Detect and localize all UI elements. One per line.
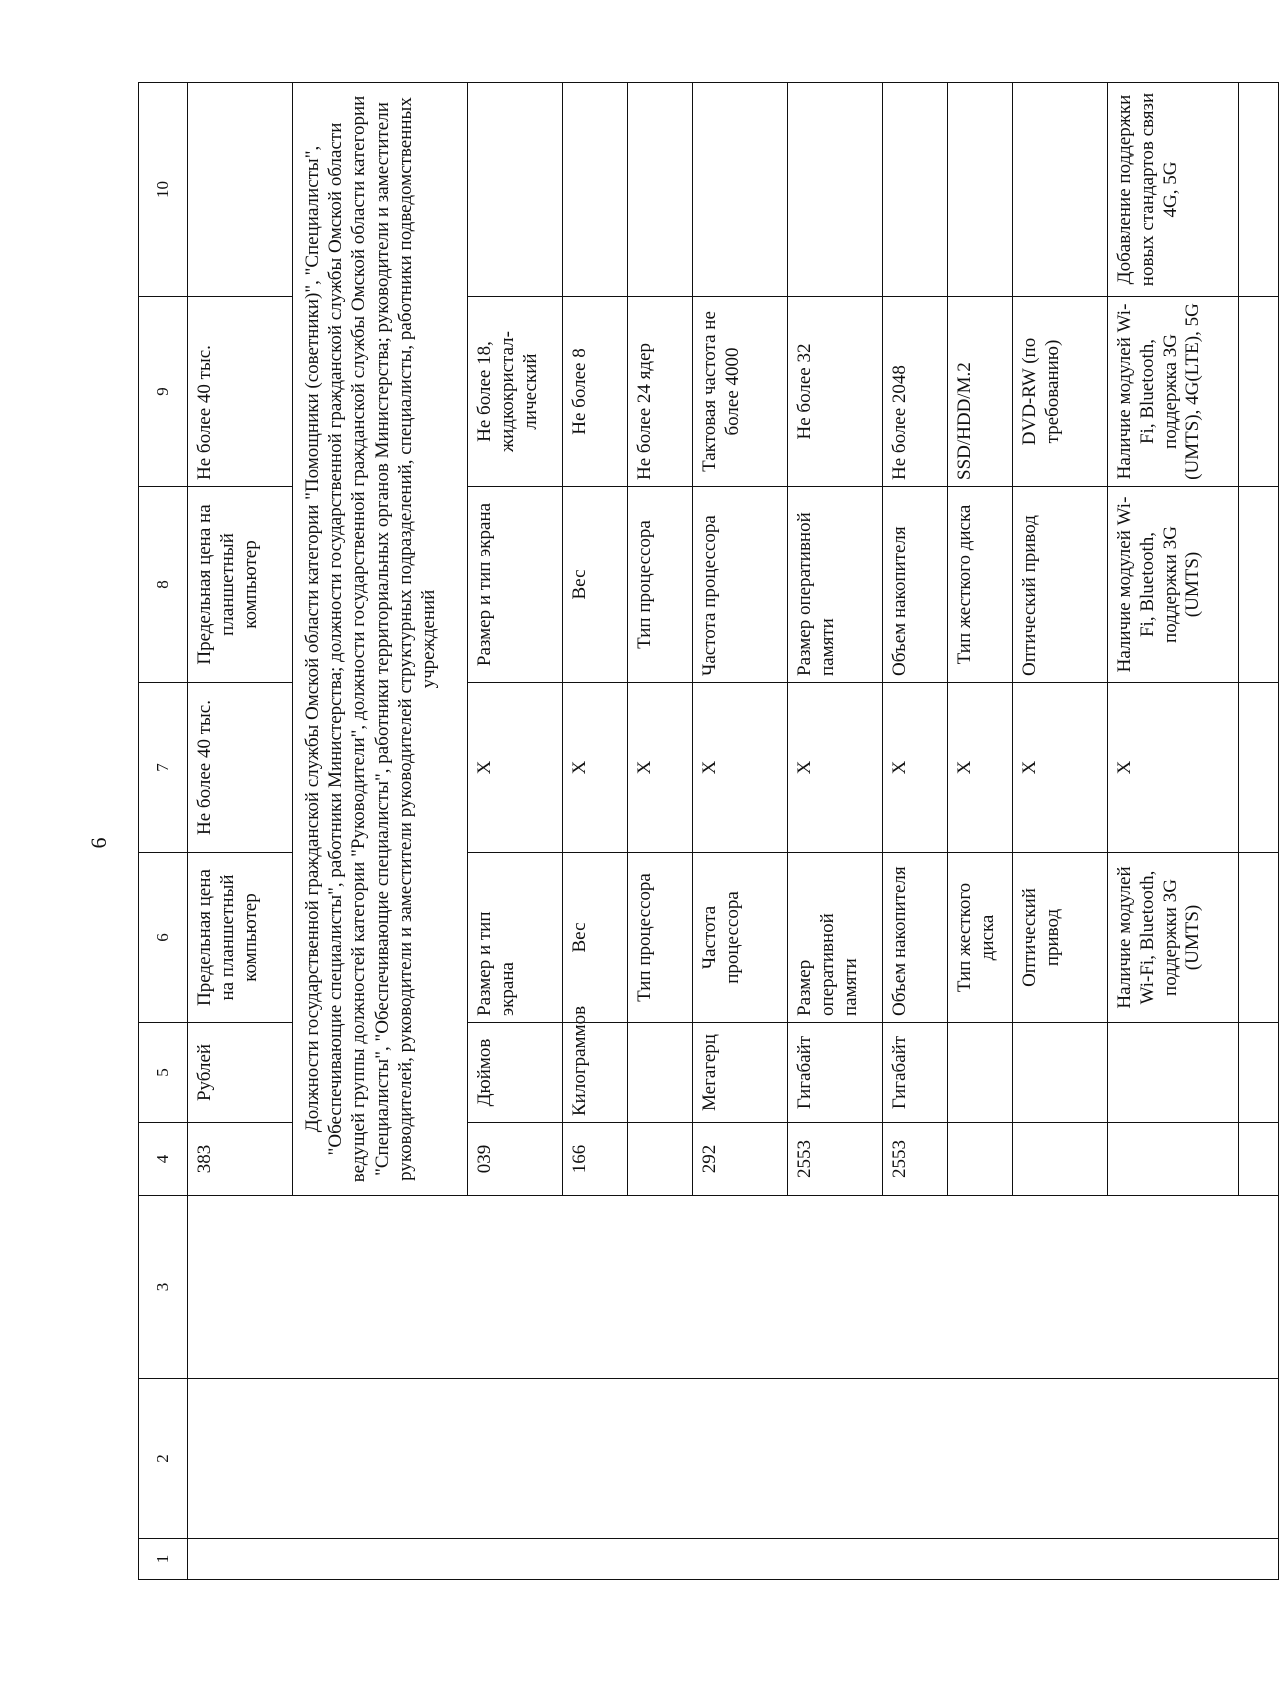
- characteristic-cell: Тип жесткого диска: [948, 853, 1013, 1023]
- header-cell: 8: [139, 487, 188, 683]
- cell-col1: [188, 1539, 1279, 1580]
- justification-cell: [628, 83, 693, 297]
- table-row: [188, 83, 293, 1580]
- unit-cell: Мегагерц: [693, 1023, 788, 1123]
- value-cell: Не более 24 ядер: [628, 297, 693, 487]
- rotated-table-container: [138, 83, 1204, 1580]
- value-cell: Не более 18, жидкокристал-лический: [468, 297, 563, 487]
- characteristic-cell: Вес: [563, 853, 628, 1023]
- characteristic-cell: Размер оперативной памяти: [788, 487, 883, 683]
- justification-cell: [468, 83, 563, 297]
- cell-col2: [188, 1379, 1279, 1539]
- okei-code-cell: 2553: [788, 1123, 883, 1196]
- value-cell: Не более 32: [788, 297, 883, 487]
- unit-cell: [1108, 1023, 1239, 1123]
- value-cell: X: [948, 683, 1013, 853]
- characteristic-cell: Тип процессора: [628, 487, 693, 683]
- empty-cell: [1239, 297, 1279, 487]
- characteristic-cell: Наличие модулей Wi-Fi, Bluetooth, поддержки 3G (UMTS): [1108, 487, 1239, 683]
- empty-cell: [1239, 683, 1279, 853]
- characteristic-cell: Вес: [563, 487, 628, 683]
- justification-cell: [693, 83, 788, 297]
- header-cell: 10: [139, 83, 188, 297]
- empty-cell: [1239, 1023, 1279, 1123]
- characteristic-cell: Тип процессора: [628, 853, 693, 1023]
- cell-col3: [188, 1196, 1279, 1379]
- unit-cell: [948, 1023, 1013, 1123]
- okei-code-cell: [628, 1123, 693, 1196]
- positions-description: Должности государственной гражданской службы Омской области категории "Помощники (советники)", "Специалисты", "Обеспечивающие специалисты", работники Министерства; должности государственной гражданской службы Омской области ведущей группы должностей категории "Руководители", должности государственной гражданской службы Омской области категории "Специалисты", "Обеспечивающие специалисты", работники территориальных органов Министерства; руководители и заместители руководителей, руководители и заместители руководителей структурных подразделений, специалисты, работники подведомственных учреждений: [293, 83, 468, 1196]
- empty-cell: [1239, 487, 1279, 683]
- header-cell: 9: [139, 297, 188, 487]
- value-cell: Тактовая частота не более 4000: [693, 297, 788, 487]
- value-cell: X: [563, 683, 628, 853]
- okei-code-cell: 292: [693, 1123, 788, 1196]
- unit-cell: Гигабайт: [788, 1023, 883, 1123]
- empty-cell: [1239, 1123, 1279, 1196]
- value-cell: Не более 40 тыс.: [188, 683, 293, 853]
- header-row: [139, 83, 188, 1580]
- okei-code-cell: 039: [468, 1123, 563, 1196]
- value-cell: X: [693, 683, 788, 853]
- characteristic-cell: Размер оперативной памяти: [788, 853, 883, 1023]
- okei-code-cell: 166: [563, 1123, 628, 1196]
- header-cell: 2: [139, 1379, 188, 1539]
- justification-cell: Добавление поддержки новых стандартов связи 4G, 5G: [1108, 83, 1239, 297]
- characteristic-cell: Тип жесткого диска: [948, 487, 1013, 683]
- characteristic-cell: Размер и тип экрана: [468, 853, 563, 1023]
- characteristic-cell: Предельная цена на планшетный компьютер: [188, 853, 293, 1023]
- header-cell: 6: [139, 853, 188, 1023]
- value-cell: X: [468, 683, 563, 853]
- characteristic-cell: Размер и тип экрана: [468, 487, 563, 683]
- justification-cell: [948, 83, 1013, 297]
- unit-cell: Гигабайт: [883, 1023, 948, 1123]
- header-cell: 1: [139, 1539, 188, 1580]
- okei-code-cell: [1013, 1123, 1108, 1196]
- value-cell: Наличие модулей Wi-Fi, Bluetooth, поддержка 3G (UMTS), 4G(LTE), 5G: [1108, 297, 1239, 487]
- okei-code-cell: 2553: [883, 1123, 948, 1196]
- empty-cell: [1239, 853, 1279, 1023]
- justification-cell: [563, 83, 628, 297]
- characteristic-cell: Наличие модулей Wi-Fi, Bluetooth, поддержки 3G (UMTS): [1108, 853, 1239, 1023]
- characteristic-cell: Объем накопителя: [883, 853, 948, 1023]
- empty-cell: [1239, 83, 1279, 297]
- header-cell: 4: [139, 1123, 188, 1196]
- characteristic-cell: Оптический привод: [1013, 853, 1108, 1023]
- justification-cell: [1013, 83, 1108, 297]
- characteristic-cell: Оптический привод: [1013, 487, 1108, 683]
- unit-cell: Килограммов: [563, 1023, 628, 1123]
- value-cell: DVD-RW (по требованию): [1013, 297, 1108, 487]
- okei-code-cell: [948, 1123, 1013, 1196]
- value-cell: Не более 2048: [883, 297, 948, 487]
- header-cell: 5: [139, 1023, 188, 1123]
- value-cell: X: [1013, 683, 1108, 853]
- page-number: 6: [86, 837, 111, 849]
- characteristic-cell: Частота процессора: [693, 487, 788, 683]
- value-cell: SSD/HDD/M.2: [948, 297, 1013, 487]
- justification-cell: [883, 83, 948, 297]
- okei-code-cell: 383: [188, 1123, 293, 1196]
- okei-code-cell: [1108, 1123, 1239, 1196]
- value-cell: X: [883, 683, 948, 853]
- unit-cell: [1013, 1023, 1108, 1123]
- value-cell: X: [1108, 683, 1239, 853]
- justification-cell: [188, 83, 293, 297]
- unit-cell: Дюймов: [468, 1023, 563, 1123]
- unit-cell: Рублей: [188, 1023, 293, 1123]
- value-cell: X: [628, 683, 693, 853]
- value-cell: Не более 8: [563, 297, 628, 487]
- header-cell: 7: [139, 683, 188, 853]
- value-cell: X: [788, 683, 883, 853]
- characteristics-table: [138, 82, 1279, 1580]
- characteristic-cell: Частота процессора: [693, 853, 788, 1023]
- characteristic-cell: Предельная цена на планшетный компьютер: [188, 487, 293, 683]
- unit-cell: [628, 1023, 693, 1123]
- justification-cell: [788, 83, 883, 297]
- header-cell: 3: [139, 1196, 188, 1379]
- value-cell: Не более 40 тыс.: [188, 297, 293, 487]
- characteristic-cell: Объем накопителя: [883, 487, 948, 683]
